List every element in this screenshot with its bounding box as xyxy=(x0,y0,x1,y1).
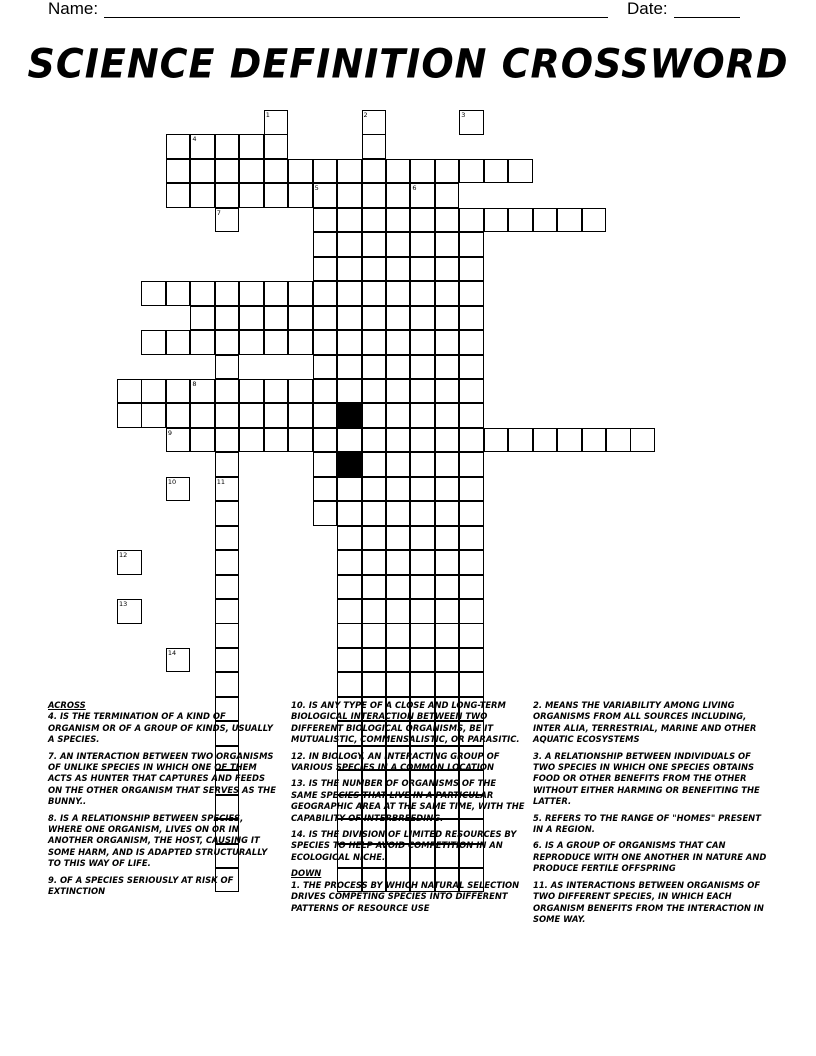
grid-cell[interactable] xyxy=(337,428,362,453)
grid-cell[interactable] xyxy=(215,306,240,331)
clue-text: A RELATIONSHIP BETWEEN INDIVIDUALS OF TWO SPECIES IN WHICH ONE SPECIES OBTAINS FOOD OR OTHER BENEFITS FROM THE OTHER WITHOUT EITHER HARMING OR BENEFITING THE LATTER. xyxy=(533,750,760,807)
grid-cell[interactable] xyxy=(239,379,264,404)
grid-cell[interactable] xyxy=(459,575,484,600)
grid-cell[interactable] xyxy=(386,526,411,551)
clue-text: IS THE NUMBER OF ORGANISMS OF THE SAME SPECIES THAT LIVE IN A PARTICULAR GEOGRAPHIC AREA AT THE SAME TIME, WITH THE CAPABILITY OF INTERBREEDING. xyxy=(291,778,525,823)
grid-cell[interactable] xyxy=(215,183,240,208)
grid-cell[interactable] xyxy=(190,330,215,355)
grid-cell[interactable] xyxy=(337,355,362,380)
grid-cell[interactable] xyxy=(533,208,558,233)
grid-cell[interactable] xyxy=(410,599,435,624)
grid-cell[interactable] xyxy=(190,403,215,428)
clue-item xyxy=(291,880,525,914)
clue-text: OF A SPECIES SERIOUSLY AT RISK OF EXTINCTION xyxy=(48,874,234,897)
grid-cell[interactable] xyxy=(313,306,338,331)
clue-number: 9 xyxy=(167,428,173,437)
grid-cell[interactable] xyxy=(313,403,338,428)
across-clue-list-continued xyxy=(291,700,525,863)
grid-cell[interactable] xyxy=(264,403,289,428)
grid-cell[interactable] xyxy=(362,477,387,502)
grid-cell[interactable] xyxy=(386,159,411,184)
grid-cell[interactable] xyxy=(435,281,460,306)
clue-text: IS THE TERMINATION OF A KIND OF ORGANISM OR OF A GROUP OF KINDS, USUALLY A SPECIES. xyxy=(48,711,273,745)
grid-cell[interactable] xyxy=(435,477,460,502)
grid-cell[interactable] xyxy=(337,599,362,624)
grid-cell[interactable] xyxy=(362,623,387,648)
grid-cell[interactable] xyxy=(410,575,435,600)
across-heading: ACROSS xyxy=(48,700,86,710)
grid-cell[interactable] xyxy=(362,159,387,184)
grid-cell[interactable] xyxy=(459,550,484,575)
grid-cell[interactable] xyxy=(313,257,338,282)
grid-cell[interactable] xyxy=(337,379,362,404)
grid-cell[interactable] xyxy=(337,672,362,697)
grid-cell[interactable] xyxy=(435,403,460,428)
grid-cell[interactable] xyxy=(557,208,582,233)
grid-cell[interactable] xyxy=(337,575,362,600)
grid-cell[interactable] xyxy=(459,330,484,355)
grid-cell[interactable] xyxy=(337,477,362,502)
grid-cell[interactable] xyxy=(459,208,484,233)
grid-cell[interactable] xyxy=(215,526,240,551)
grid-cell[interactable] xyxy=(386,232,411,257)
clue-item xyxy=(48,711,280,745)
grid-cell[interactable] xyxy=(435,575,460,600)
grid-cell[interactable] xyxy=(239,403,264,428)
clues-column-1 xyxy=(48,700,280,903)
grid-cell[interactable] xyxy=(313,501,338,526)
grid-cell[interactable] xyxy=(508,159,533,184)
clue-num: 11. xyxy=(533,879,551,890)
grid-cell[interactable] xyxy=(337,526,362,551)
grid-cell[interactable] xyxy=(386,428,411,453)
grid-cell[interactable] xyxy=(239,159,264,184)
grid-cell[interactable] xyxy=(386,452,411,477)
grid-cell[interactable] xyxy=(459,355,484,380)
grid-cell[interactable] xyxy=(459,452,484,477)
clue-text: IN BIOLOGY, AN INTERACTING GROUP OF VARIOUS SPECIES IN A COMMON LOCATION xyxy=(291,750,500,773)
grid-cell[interactable] xyxy=(264,330,289,355)
grid-cell[interactable] xyxy=(313,208,338,233)
grid-cell[interactable] xyxy=(362,501,387,526)
grid-cell[interactable] xyxy=(508,428,533,453)
grid-cell[interactable] xyxy=(362,599,387,624)
clue-num: 1. xyxy=(291,879,303,890)
grid-cell[interactable] xyxy=(459,526,484,551)
grid-cell[interactable] xyxy=(239,281,264,306)
clue-text: THE PROCESS BY WHICH NATURAL SELECTION DRIVES COMPETING SPECIES INTO DIFFERENT PATTERNS OF RESOURCE USE xyxy=(291,879,520,913)
clue-text: MEANS THE VARIABILITY AMONG LIVING ORGANISMS FROM ALL SOURCES INCLUDING, INTER ALIA, TERRESTRIAL, MARINE AND OTHER AQUATIC ECOSYSTEMS xyxy=(533,700,757,745)
grid-cell[interactable] xyxy=(386,355,411,380)
grid-cell[interactable] xyxy=(239,330,264,355)
clue-text: AN INTERACTION BETWEEN TWO ORGANISMS OF UNLIKE SPECIES IN WHICH ONE OF THEM ACTS AS HUNTER THAT CAPTURES AND FEEDS ON THE OTHER ORGANISM THAT SERVES AS THE BUNNY.. xyxy=(48,750,276,807)
grid-cell[interactable] xyxy=(557,428,582,453)
grid-cell[interactable] xyxy=(215,428,240,453)
grid-cell[interactable] xyxy=(337,330,362,355)
grid-cell[interactable] xyxy=(337,159,362,184)
grid-cell[interactable] xyxy=(459,599,484,624)
grid-cell[interactable] xyxy=(215,379,240,404)
grid-cell[interactable] xyxy=(386,477,411,502)
grid-cell[interactable] xyxy=(386,403,411,428)
grid-cell[interactable] xyxy=(215,355,240,380)
grid-cell[interactable] xyxy=(362,183,387,208)
clue-number: 4 xyxy=(192,135,197,144)
clue-text: IS A RELATIONSHIP BETWEEN SPECIES, WHERE ONE ORGANISM, LIVES ON OR IN ANOTHER ORGANISM, THE HOST, CAUSING IT SOME HARM, AND IS ADAPTED STRUCTURALLY TO THIS WAY OF LIFE. xyxy=(48,812,268,869)
grid-cell[interactable] xyxy=(410,428,435,453)
clue-number: 8 xyxy=(192,379,197,388)
grid-cell[interactable] xyxy=(337,257,362,282)
grid-cell[interactable] xyxy=(215,672,240,697)
clue-number: 11 xyxy=(216,477,226,486)
grid-cell[interactable] xyxy=(264,428,289,453)
clue-number: 7 xyxy=(216,208,221,217)
clue-number: 13 xyxy=(119,600,128,608)
grid-cell[interactable] xyxy=(386,330,411,355)
grid-cell[interactable] xyxy=(288,330,313,355)
grid-cell[interactable] xyxy=(459,379,484,404)
clue-num: 4. xyxy=(48,711,60,722)
grid-block xyxy=(337,452,362,477)
grid-cell[interactable] xyxy=(215,501,240,526)
clue-item xyxy=(48,751,280,808)
grid-cell[interactable] xyxy=(141,403,166,428)
grid-cell[interactable] xyxy=(313,159,338,184)
clue-number: 3 xyxy=(461,111,466,119)
clue-number: 12 xyxy=(119,551,128,560)
grid-cell[interactable] xyxy=(215,403,240,428)
grid-cell[interactable] xyxy=(410,648,435,673)
grid-cell[interactable] xyxy=(435,550,460,575)
grid-cell[interactable] xyxy=(215,159,240,184)
grid-cell[interactable] xyxy=(362,403,387,428)
down-heading: DOWN xyxy=(291,868,322,879)
grid-cell[interactable] xyxy=(337,232,362,257)
clue-num: 9. xyxy=(48,874,60,885)
grid-cell[interactable] xyxy=(288,379,313,404)
clue-item xyxy=(291,700,525,746)
grid-cell[interactable] xyxy=(386,575,411,600)
clue-num: 3. xyxy=(533,750,545,761)
grid-cell[interactable] xyxy=(141,330,166,355)
clue-item xyxy=(533,751,773,808)
clue-item xyxy=(291,778,525,824)
grid-cell[interactable] xyxy=(386,550,411,575)
grid-cell[interactable] xyxy=(362,330,387,355)
grid-cell[interactable] xyxy=(410,257,435,282)
grid-cell[interactable] xyxy=(435,159,460,184)
grid-cell[interactable] xyxy=(410,355,435,380)
grid-cell[interactable] xyxy=(435,330,460,355)
clue-num: 6. xyxy=(533,840,545,851)
grid-cell[interactable] xyxy=(288,306,313,331)
grid-cell[interactable] xyxy=(362,257,387,282)
grid-cell[interactable] xyxy=(435,232,460,257)
grid-cell[interactable] xyxy=(264,134,289,159)
grid-cell[interactable] xyxy=(459,403,484,428)
grid-cell[interactable] xyxy=(410,159,435,184)
grid-cell[interactable] xyxy=(239,428,264,453)
grid-cell[interactable] xyxy=(215,134,240,159)
clue-number: 5 xyxy=(314,184,319,193)
grid-cell[interactable] xyxy=(362,550,387,575)
down-clue-list-continued xyxy=(533,700,773,925)
grid-cell[interactable] xyxy=(386,281,411,306)
grid-cell[interactable] xyxy=(313,232,338,257)
grid-cell[interactable] xyxy=(606,428,631,453)
grid-cell[interactable] xyxy=(410,623,435,648)
grid-cell[interactable] xyxy=(459,306,484,331)
grid-cell[interactable] xyxy=(386,623,411,648)
grid-cell[interactable] xyxy=(215,330,240,355)
clue-num: 2. xyxy=(533,700,545,710)
grid-cell[interactable] xyxy=(313,281,338,306)
clue-number: 14 xyxy=(167,648,177,657)
grid-cell[interactable] xyxy=(435,501,460,526)
grid-cell[interactable] xyxy=(337,306,362,331)
grid-cell[interactable] xyxy=(508,208,533,233)
grid-cell[interactable] xyxy=(386,183,411,208)
clue-item xyxy=(533,880,773,926)
grid-cell[interactable] xyxy=(264,379,289,404)
grid-cell[interactable] xyxy=(362,232,387,257)
clue-text: IS THE DIVISION OF LIMITED RESOURCES BY SPECIES TO HELP AVOID COMPETITION IN AN ECOLOGICAL NICHE. xyxy=(291,829,517,862)
grid-cell[interactable] xyxy=(459,257,484,282)
clues-column-2 xyxy=(291,700,525,919)
clue-item xyxy=(48,875,280,898)
grid-cell[interactable] xyxy=(166,379,191,404)
grid-cell[interactable] xyxy=(410,330,435,355)
grid-cell[interactable] xyxy=(166,330,191,355)
grid-cell[interactable] xyxy=(190,281,215,306)
grid-cell[interactable] xyxy=(337,281,362,306)
grid-cell[interactable] xyxy=(313,428,338,453)
grid-cell[interactable] xyxy=(435,623,460,648)
clue-item xyxy=(291,829,525,863)
clue-num: 14. xyxy=(291,829,309,840)
grid-cell[interactable] xyxy=(435,452,460,477)
grid-cell[interactable] xyxy=(215,599,240,624)
grid-cell[interactable] xyxy=(337,208,362,233)
grid-cell[interactable] xyxy=(410,477,435,502)
grid-block xyxy=(337,403,362,428)
grid-cell[interactable] xyxy=(410,672,435,697)
grid-cell[interactable] xyxy=(117,379,142,404)
clue-num: 13. xyxy=(291,778,309,789)
clue-text: IS ANY TYPE OF A CLOSE AND LONG-TERM BIOLOGICAL INTERACTION BETWEEN TWO DIFFERENT BIOLOGICAL ORGANISMS, BE IT MUTUALISTIC, COMMENSALISTIC, OR PARASITIC. xyxy=(291,700,520,745)
grid-cell[interactable] xyxy=(435,183,460,208)
grid-cell[interactable] xyxy=(215,575,240,600)
grid-cell[interactable] xyxy=(435,526,460,551)
grid-cell[interactable] xyxy=(288,403,313,428)
clue-text: REFERS TO THE RANGE OF "HOMES" PRESENT IN A REGION. xyxy=(533,812,761,835)
down-clue-list xyxy=(291,880,525,914)
grid-cell[interactable] xyxy=(239,306,264,331)
grid-cell[interactable] xyxy=(337,550,362,575)
grid-cell[interactable] xyxy=(166,403,191,428)
date-label: Date: xyxy=(627,0,668,18)
grid-cell[interactable] xyxy=(410,526,435,551)
grid-cell[interactable] xyxy=(313,477,338,502)
clue-item xyxy=(291,751,525,774)
name-label: Name: xyxy=(48,0,99,18)
clue-number: 2 xyxy=(363,111,368,119)
grid-cell[interactable] xyxy=(362,306,387,331)
grid-cell[interactable] xyxy=(239,183,264,208)
grid-cell[interactable] xyxy=(141,281,166,306)
grid-cell[interactable] xyxy=(215,648,240,673)
grid-cell[interactable] xyxy=(435,428,460,453)
grid-cell[interactable] xyxy=(362,208,387,233)
grid-cell[interactable] xyxy=(410,501,435,526)
grid-cell[interactable] xyxy=(264,159,289,184)
grid-cell[interactable] xyxy=(484,208,509,233)
grid-cell[interactable] xyxy=(435,648,460,673)
clue-text: AS INTERACTIONS BETWEEN ORGANISMS OF TWO DIFFERENT SPECIES, IN WHICH EACH ORGANISM BENEFITS FROM THE INTERACTION IN SOME WAY. xyxy=(533,879,764,924)
grid-cell[interactable] xyxy=(459,672,484,697)
grid-cell[interactable] xyxy=(459,648,484,673)
grid-cell[interactable] xyxy=(190,428,215,453)
grid-cell[interactable] xyxy=(166,134,191,159)
grid-cell[interactable] xyxy=(410,452,435,477)
clue-num: 12. xyxy=(291,750,309,761)
grid-cell[interactable] xyxy=(337,623,362,648)
grid-cell[interactable] xyxy=(215,623,240,648)
grid-cell[interactable] xyxy=(362,648,387,673)
grid-cell[interactable] xyxy=(141,379,166,404)
grid-cell[interactable] xyxy=(337,183,362,208)
grid-cell[interactable] xyxy=(630,428,655,453)
grid-cell[interactable] xyxy=(288,281,313,306)
grid-cell[interactable] xyxy=(459,501,484,526)
grid-cell[interactable] xyxy=(264,306,289,331)
grid-cell[interactable] xyxy=(288,183,313,208)
grid-cell[interactable] xyxy=(410,403,435,428)
clue-number: 1 xyxy=(265,111,270,119)
grid-cell[interactable] xyxy=(435,379,460,404)
grid-cell[interactable] xyxy=(337,648,362,673)
grid-cell[interactable] xyxy=(582,428,607,453)
grid-cell[interactable] xyxy=(386,501,411,526)
grid-cell[interactable] xyxy=(459,232,484,257)
grid-cell[interactable] xyxy=(410,550,435,575)
grid-cell[interactable] xyxy=(166,281,191,306)
grid-cell[interactable] xyxy=(386,379,411,404)
grid-cell[interactable] xyxy=(459,159,484,184)
grid-cell[interactable] xyxy=(410,306,435,331)
grid-cell[interactable] xyxy=(410,232,435,257)
clue-item xyxy=(48,813,280,870)
grid-cell[interactable] xyxy=(410,379,435,404)
grid-cell[interactable] xyxy=(582,208,607,233)
grid-cell[interactable] xyxy=(215,550,240,575)
grid-cell[interactable] xyxy=(117,403,142,428)
clue-number: 6 xyxy=(412,184,417,193)
clue-item xyxy=(533,840,773,874)
clue-num: 8. xyxy=(48,812,60,823)
grid-cell[interactable] xyxy=(435,208,460,233)
grid-cell[interactable] xyxy=(386,208,411,233)
grid-cell[interactable] xyxy=(386,648,411,673)
clue-num: 7. xyxy=(48,750,60,761)
grid-cell[interactable] xyxy=(264,183,289,208)
grid-cell[interactable] xyxy=(435,306,460,331)
grid-cell[interactable] xyxy=(362,281,387,306)
clue-text: IS A GROUP OF ORGANISMS THAT CAN REPRODUCE WITH ONE ANOTHER IN NATURE AND PRODUCE FERTILE OFFSPRING xyxy=(533,840,767,874)
grid-cell[interactable] xyxy=(459,477,484,502)
grid-cell[interactable] xyxy=(362,134,387,159)
clue-num: 5. xyxy=(533,812,545,823)
grid-cell[interactable] xyxy=(435,599,460,624)
grid-cell[interactable] xyxy=(166,183,191,208)
clues-column-3 xyxy=(533,700,773,930)
grid-cell[interactable] xyxy=(313,452,338,477)
grid-cell[interactable] xyxy=(410,281,435,306)
grid-cell[interactable] xyxy=(484,428,509,453)
grid-cell[interactable] xyxy=(362,452,387,477)
grid-cell[interactable] xyxy=(313,330,338,355)
grid-cell[interactable] xyxy=(533,428,558,453)
grid-cell[interactable] xyxy=(362,428,387,453)
page-title: SCIENCE DEFINITION CROSSWORD xyxy=(27,40,789,88)
grid-cell[interactable] xyxy=(362,379,387,404)
clue-number: 10 xyxy=(167,477,177,486)
grid-cell[interactable] xyxy=(362,355,387,380)
grid-cell[interactable] xyxy=(386,257,411,282)
grid-cell[interactable] xyxy=(362,575,387,600)
grid-cell[interactable] xyxy=(166,159,191,184)
grid-cell[interactable] xyxy=(215,452,240,477)
grid-cell[interactable] xyxy=(435,355,460,380)
grid-cell[interactable] xyxy=(288,159,313,184)
clue-item xyxy=(533,700,773,746)
grid-cell[interactable] xyxy=(313,355,338,380)
grid-cell[interactable] xyxy=(215,281,240,306)
grid-cell[interactable] xyxy=(362,526,387,551)
grid-cell[interactable] xyxy=(190,159,215,184)
grid-cell[interactable] xyxy=(362,672,387,697)
grid-cell[interactable] xyxy=(239,134,264,159)
grid-cell[interactable] xyxy=(459,281,484,306)
grid-cell[interactable] xyxy=(264,281,289,306)
grid-cell[interactable] xyxy=(484,159,509,184)
grid-cell[interactable] xyxy=(459,623,484,648)
grid-cell[interactable] xyxy=(190,183,215,208)
grid-cell[interactable] xyxy=(190,306,215,331)
grid-cell[interactable] xyxy=(313,379,338,404)
grid-cell[interactable] xyxy=(288,428,313,453)
grid-cell[interactable] xyxy=(435,672,460,697)
clue-item xyxy=(533,813,773,836)
grid-cell[interactable] xyxy=(386,672,411,697)
grid-cell[interactable] xyxy=(386,599,411,624)
grid-cell[interactable] xyxy=(435,257,460,282)
clue-num: 10. xyxy=(291,700,309,710)
grid-cell[interactable] xyxy=(337,501,362,526)
across-clue-list xyxy=(48,711,280,897)
grid-cell[interactable] xyxy=(459,428,484,453)
grid-cell[interactable] xyxy=(410,208,435,233)
grid-cell[interactable] xyxy=(386,306,411,331)
